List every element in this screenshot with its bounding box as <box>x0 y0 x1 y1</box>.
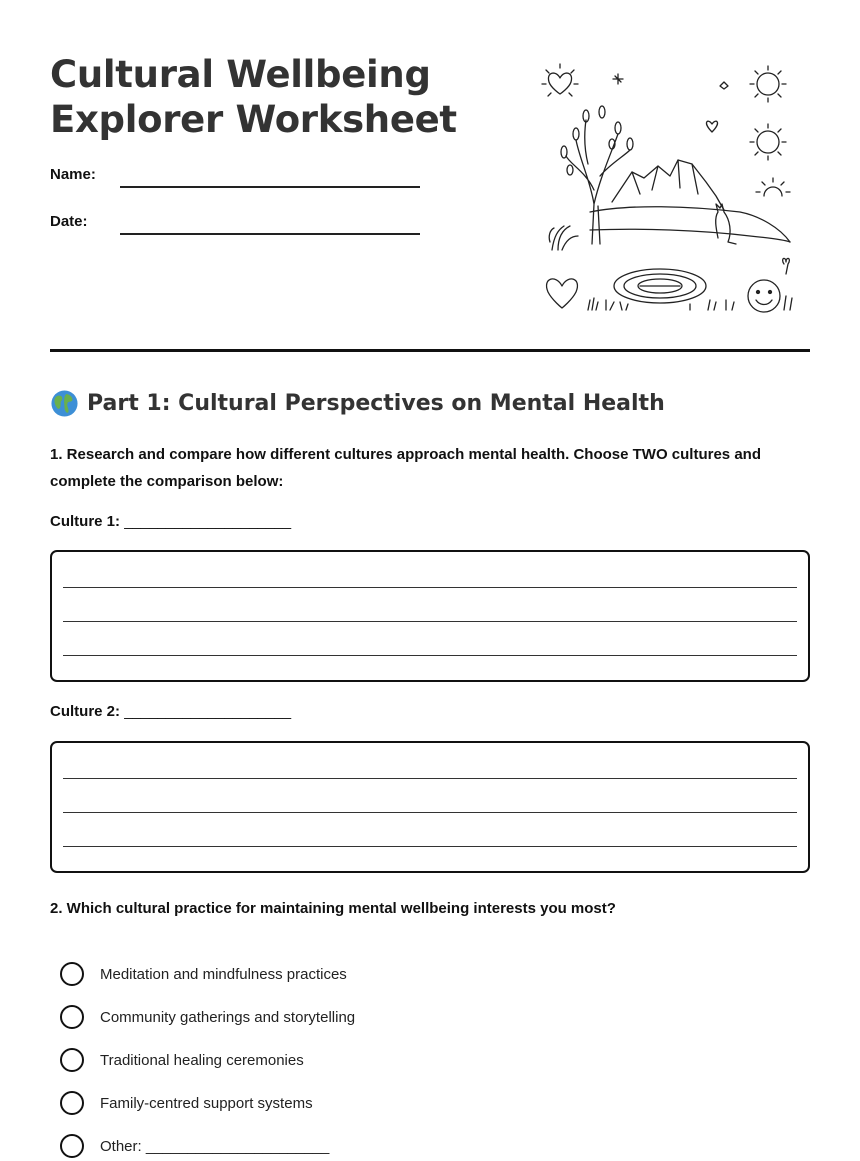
culture-2-label <box>50 703 291 720</box>
part1-heading-text: Part 1: Cultural Perspectives on Mental Health <box>87 391 665 416</box>
answer-line <box>63 812 797 813</box>
option-community[interactable] <box>60 1004 355 1030</box>
small-heart-icon <box>707 121 718 132</box>
culture-1-answer-box[interactable] <box>50 550 810 682</box>
option-label: Family-centred support systems <box>100 1094 313 1112</box>
answer-line <box>63 846 797 847</box>
name-label: Name: <box>50 166 96 183</box>
culture-2-answer-box[interactable] <box>50 741 810 873</box>
date-label: Date: <box>50 213 88 230</box>
option-label: Community gatherings and storytelling <box>100 1008 356 1026</box>
sparkle-icon <box>613 74 623 84</box>
radio-button[interactable] <box>60 1134 84 1158</box>
answer-line <box>63 778 797 779</box>
landscape-illustration <box>540 60 800 320</box>
diamond-icon <box>720 82 728 89</box>
answer-line <box>63 621 797 622</box>
culture-1-label <box>50 513 291 530</box>
option-label: Meditation and mindfulness practices <box>100 965 347 983</box>
answer-line <box>63 655 797 656</box>
radio-button[interactable] <box>60 1091 84 1115</box>
date-field[interactable] <box>50 213 420 237</box>
sun-icon-2 <box>750 124 786 160</box>
radio-button[interactable] <box>60 1048 84 1072</box>
option-other[interactable] <box>60 1133 329 1159</box>
question-1: 1. Research and compare how different cultures approach mental health. Choose TWO cultures and complete the comparison below: <box>50 446 761 490</box>
title-line-2: Explorer Worksheet <box>50 98 457 141</box>
name-input-line[interactable] <box>120 186 420 188</box>
header-divider <box>50 349 810 352</box>
question-2: 2. Which cultural practice for maintaining mental wellbeing interests you most? <box>50 900 616 917</box>
mountain-icon <box>612 160 724 210</box>
globe-icon <box>50 389 79 418</box>
sun-icon <box>750 66 786 102</box>
name-field[interactable] <box>50 166 420 190</box>
culture-1-label-text: Culture 1: <box>50 513 121 530</box>
radio-button[interactable] <box>60 962 84 986</box>
date-input-line[interactable] <box>120 233 420 235</box>
tree-icon <box>561 106 633 244</box>
smiley-icon <box>748 280 780 312</box>
culture-2-blank[interactable]: ____________________ <box>124 703 292 720</box>
radio-button[interactable] <box>60 1005 84 1029</box>
option-ceremonies[interactable] <box>60 1047 304 1073</box>
option-label: Traditional healing ceremonies <box>100 1051 304 1069</box>
culture-2-label-text: Culture 2: <box>50 703 121 720</box>
option-family[interactable] <box>60 1090 313 1116</box>
part1-heading <box>50 389 665 418</box>
worksheet-title <box>50 52 457 142</box>
title-line-1: Cultural Wellbeing <box>50 53 431 96</box>
heart-icon <box>547 279 578 308</box>
heart-sun-icon <box>542 64 578 96</box>
culture-1-blank[interactable]: ____________________ <box>124 513 292 530</box>
waterhole-icon <box>614 269 706 303</box>
option-label: Other: ______________________ <box>100 1137 330 1155</box>
answer-line <box>63 587 797 588</box>
small-sun-icon <box>756 178 790 196</box>
option-meditation[interactable] <box>60 961 347 987</box>
